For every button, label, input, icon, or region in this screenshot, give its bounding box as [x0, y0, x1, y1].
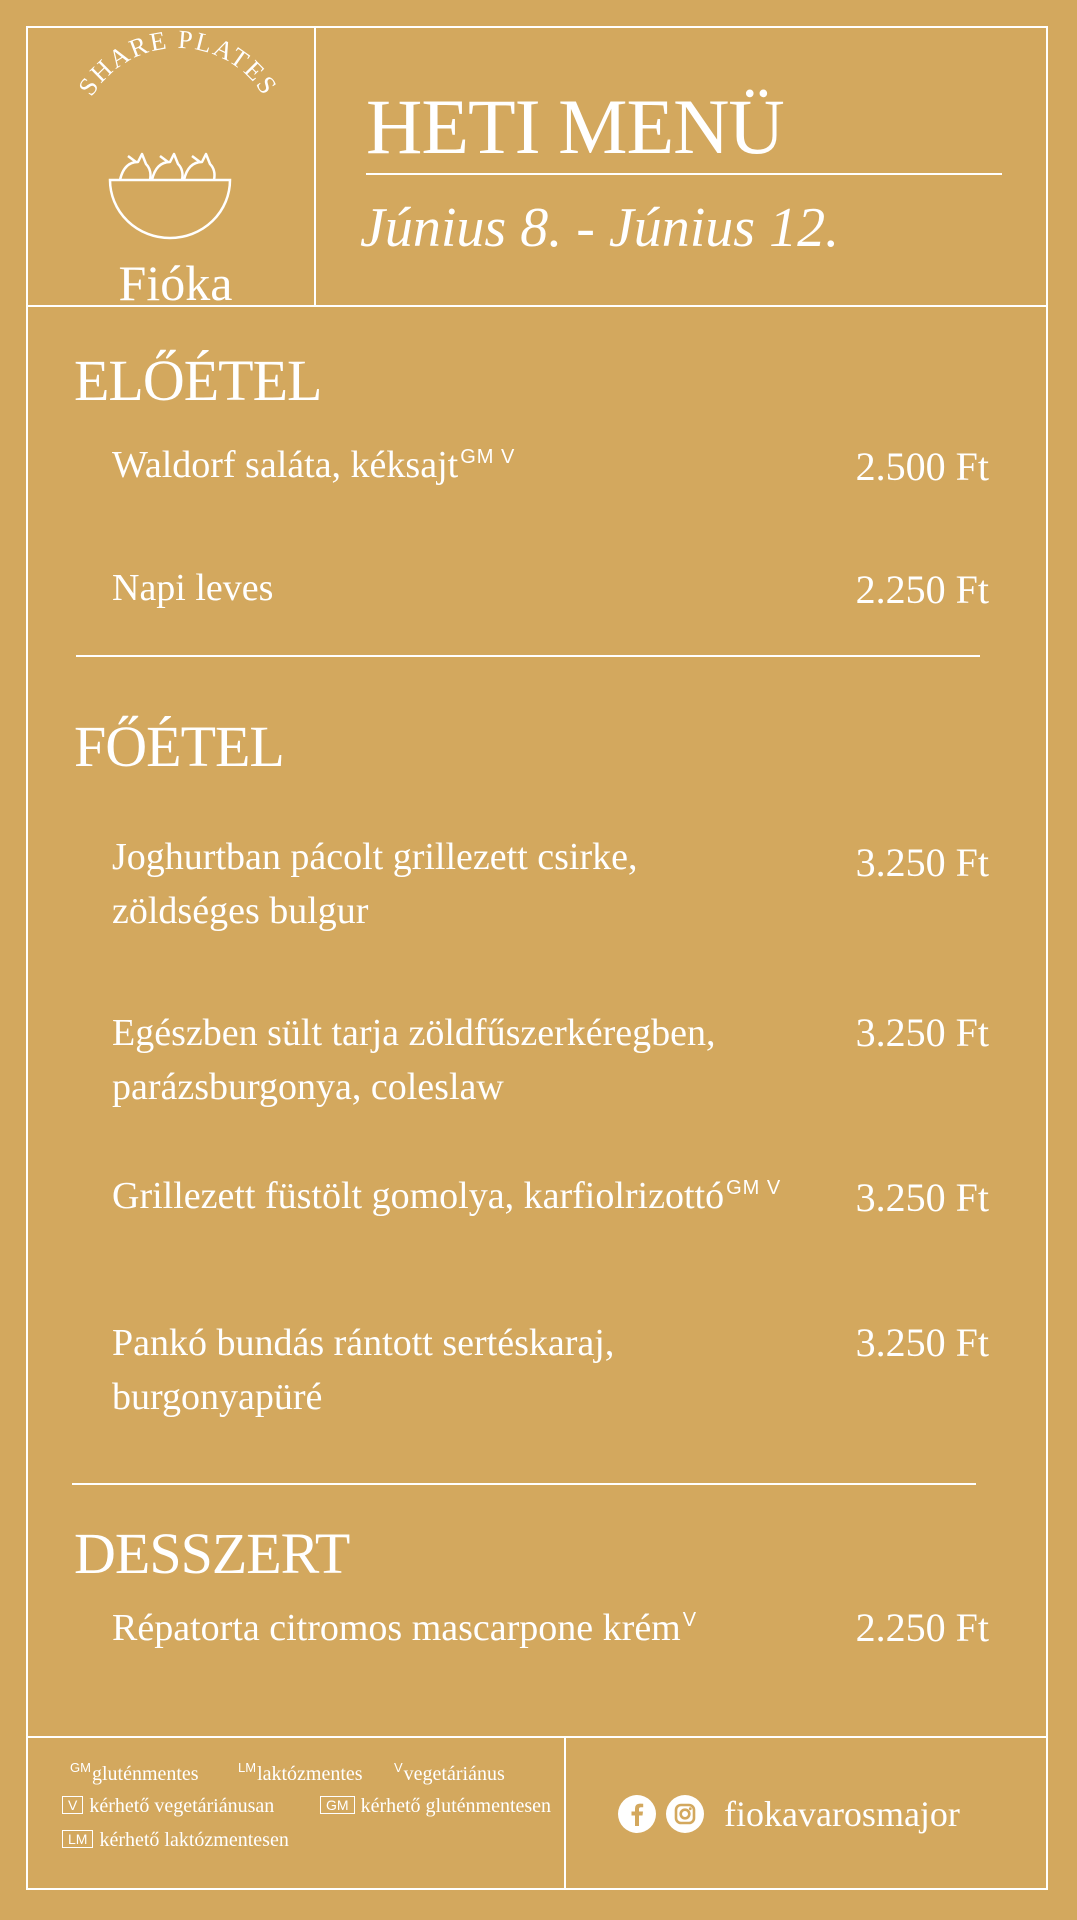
menu-item-name: Napi leves	[112, 567, 274, 609]
legend-gluten-free: $^{GM}$gluténmentes	[70, 1760, 199, 1785]
menu-item-name: Pankó bundás rántott sertéskaraj, burgonyapüré	[112, 1322, 615, 1418]
menu-item-price: 3.250 Ft	[855, 1010, 989, 1055]
section-title-desserts: DESSZERT	[74, 1521, 350, 1586]
menu-item-name: Répatorta citromos mascarpone krém $^V$	[112, 1607, 698, 1649]
dietary-tags: GM V	[460, 446, 516, 468]
svg-text:SHARE PLATES	[72, 28, 283, 101]
footer-divider	[564, 1737, 566, 1888]
dietary-tags: GM V	[726, 1177, 782, 1199]
menu-item-name: Grillezett füstölt gomolya, karfiolrizottó $^{GM V}$	[112, 1175, 782, 1217]
logo	[28, 28, 315, 311]
menu-item-price: 2.250 Ft	[855, 1605, 989, 1650]
legend-gluten-free-on-request: GM kérhető gluténmentesen	[320, 1796, 551, 1816]
menu-item-price: 2.250 Ft	[855, 567, 989, 612]
footer-top-rule	[28, 1736, 1046, 1738]
date-range: Június 8. - Június 12.	[360, 197, 840, 259]
section-divider	[72, 1483, 976, 1485]
menu-item-name: Joghurtban pácolt grillezett csirke, zöldséges bulgur	[112, 836, 638, 932]
menu-item-price: 3.250 Ft	[855, 840, 989, 885]
menu-item-price: 3.250 Ft	[855, 1175, 989, 1220]
page-title: HETI MENÜ	[366, 83, 784, 170]
logo-arc-text: SHARE PLATES	[72, 28, 284, 101]
menu-item-price: 2.500 Ft	[855, 444, 989, 489]
logo-bowl-icon	[28, 28, 323, 268]
legend-vegetarian: $^V$vegetáriánus	[394, 1760, 505, 1785]
legend-lactose-free-on-request: LM kérhető laktózmentesen	[62, 1830, 289, 1850]
social-links	[618, 1795, 704, 1833]
social-handle[interactable]: fiokavarosmajor	[724, 1794, 960, 1834]
legend-lactose-free: $^{LM}$laktózmentes	[238, 1760, 363, 1785]
menu-item-name: Egészben sült tarja zöldfűszerkéregben, parázsburgonya, coleslaw	[112, 1012, 716, 1108]
section-divider	[76, 655, 980, 657]
facebook-icon[interactable]	[618, 1795, 656, 1833]
section-title-mains: FŐÉTEL	[74, 714, 284, 779]
legend-vegetarian-on-request: V kérhető vegetáriánusan	[62, 1796, 274, 1816]
dietary-tags: V	[682, 1609, 698, 1631]
section-title-starters: ELŐÉTEL	[74, 348, 322, 413]
menu-item-price: 3.250 Ft	[855, 1320, 989, 1365]
title-underline	[366, 173, 1002, 175]
instagram-icon[interactable]	[666, 1795, 704, 1833]
logo-name: Fióka	[118, 255, 233, 311]
menu-item-name: Waldorf saláta, kéksajt $^{GM V}$	[112, 444, 516, 486]
